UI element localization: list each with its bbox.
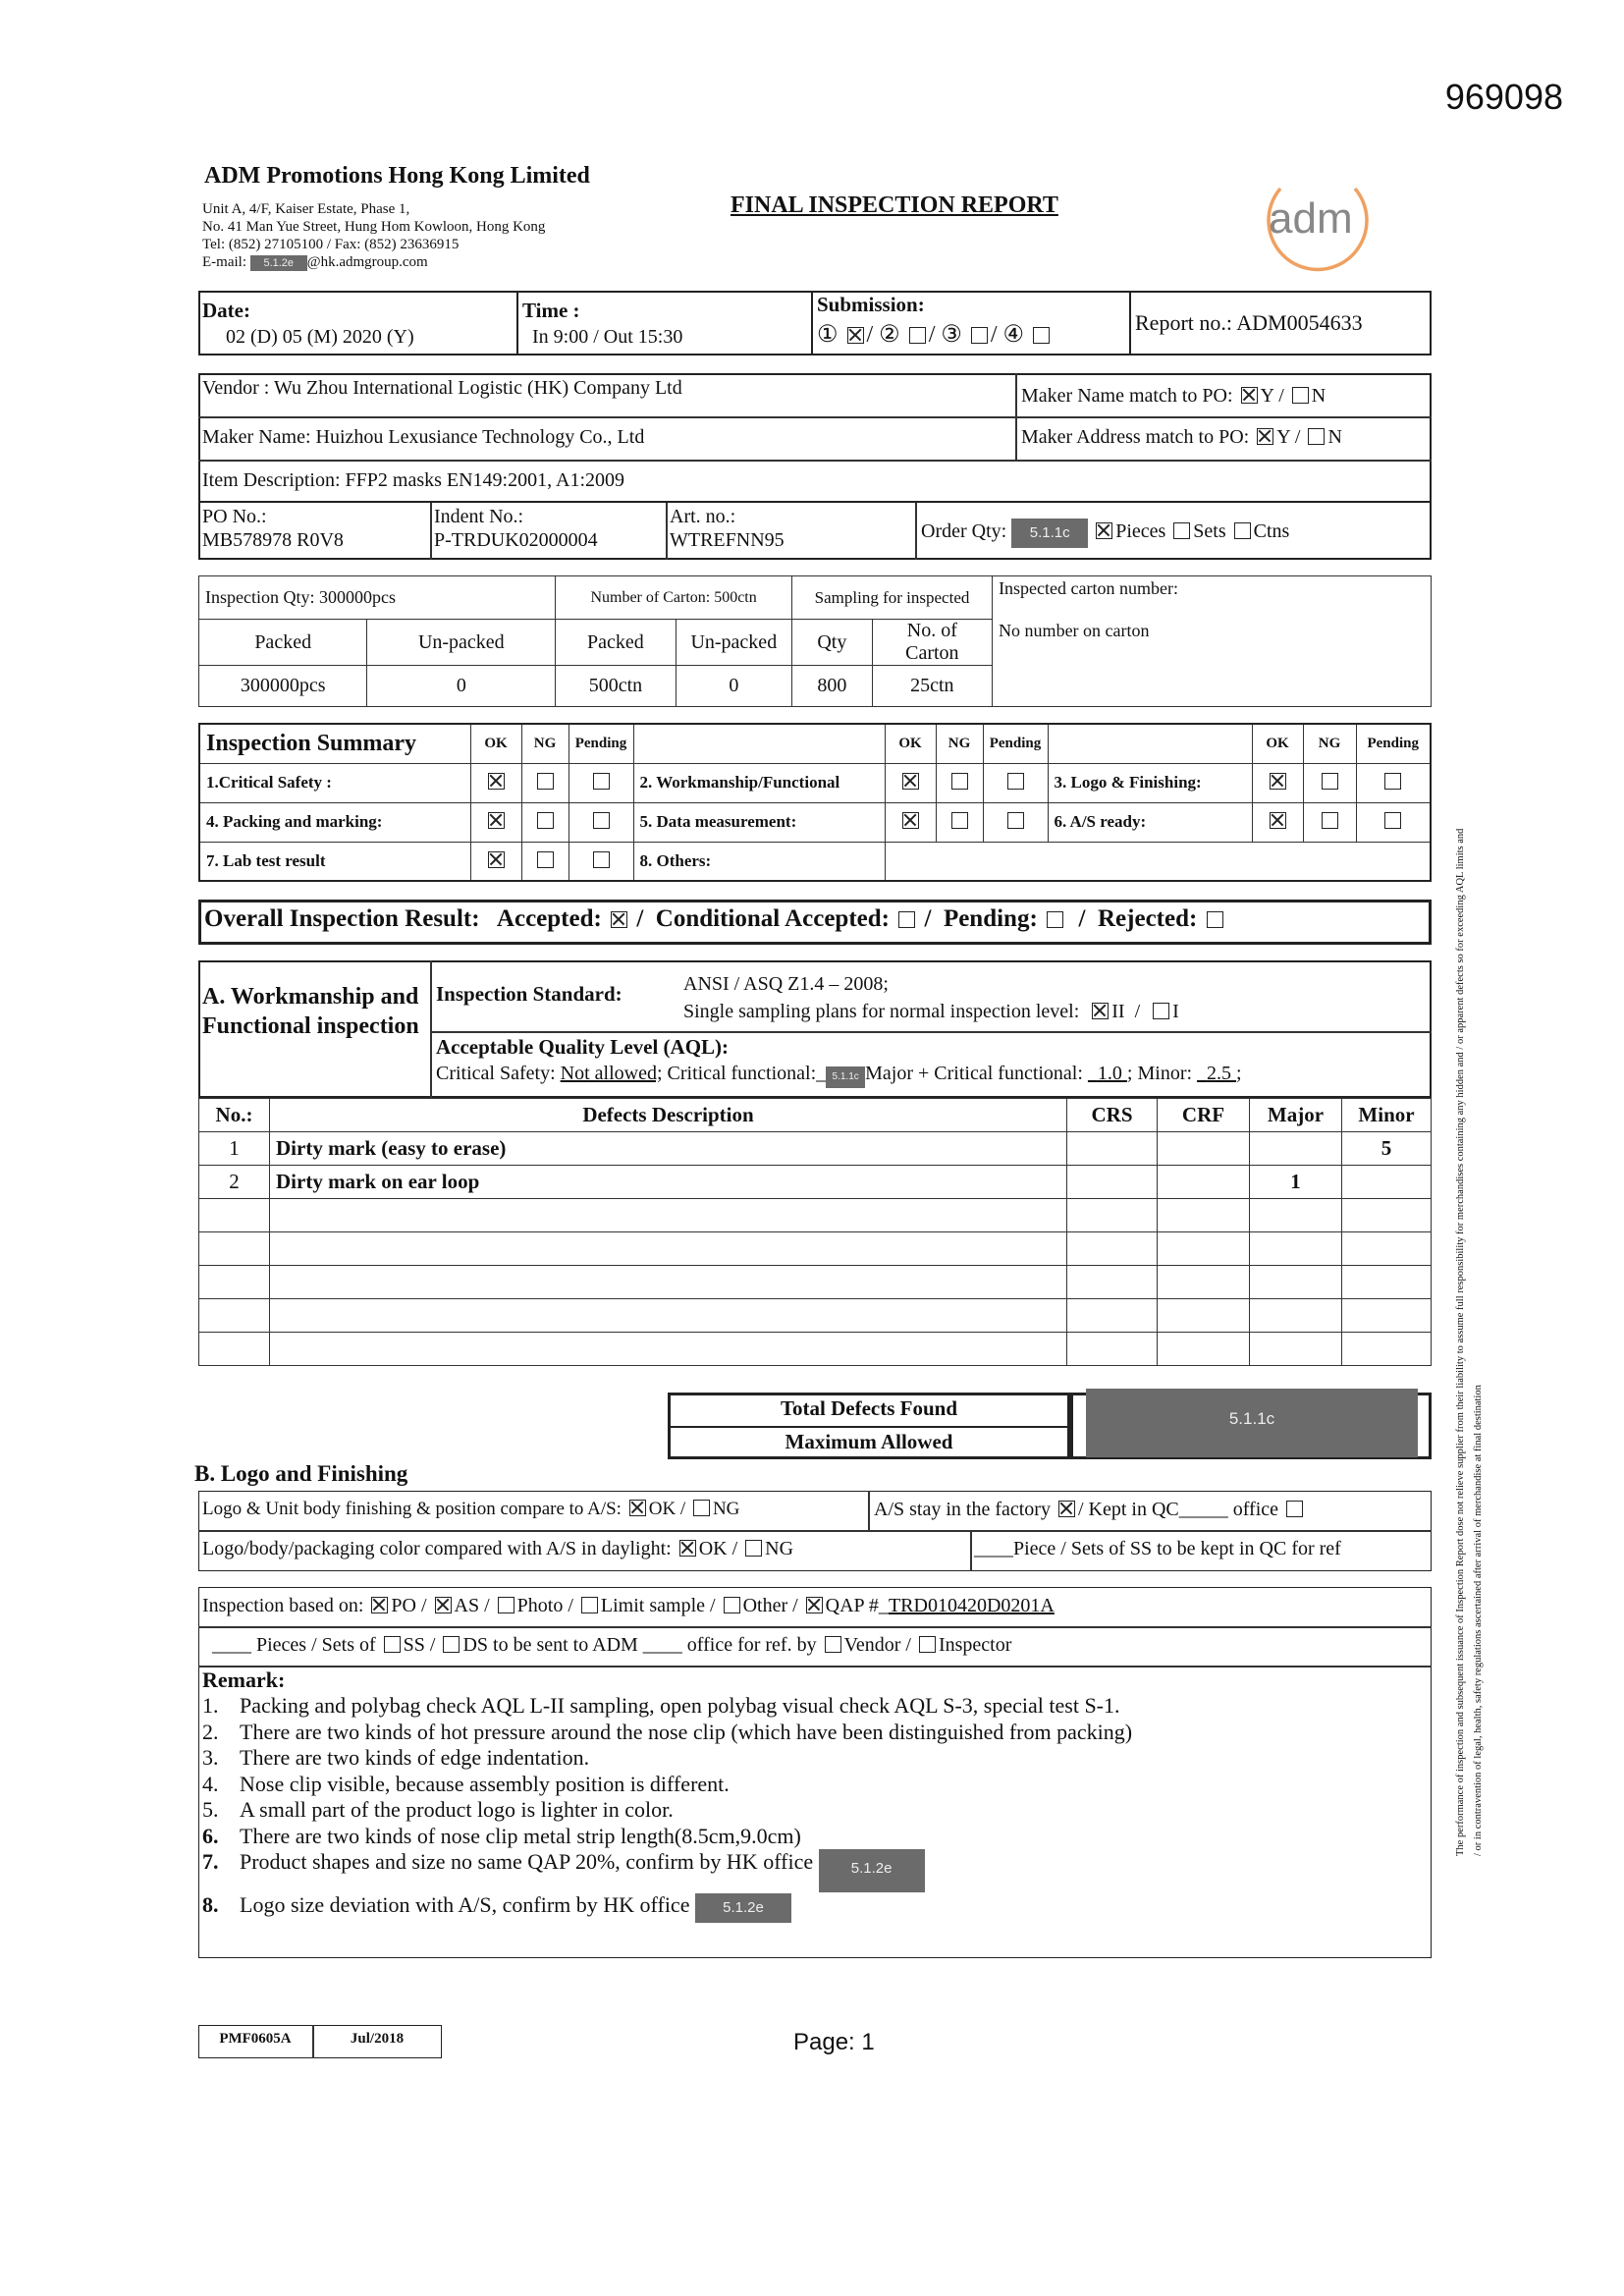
redaction-box: 5.1.1c — [1086, 1389, 1418, 1457]
logo-finishing-title: B. Logo and Finishing — [194, 1461, 408, 1486]
adm-logo: adm — [1259, 161, 1377, 279]
page-number: Page: 1 — [793, 2029, 875, 2055]
overall-result: Overall Inspection Result: Accepted: / Conditional Accepted: / Pending: / Rejected: — [204, 905, 1226, 933]
report-title: FINAL INSPECTION REPORT — [731, 192, 1058, 218]
max-allowed-label: Maximum Allowed — [785, 1430, 953, 1453]
logo-finishing-row2: Logo/body/packaging color compared with A/S in daylight: OK / NG — [202, 1538, 794, 1559]
document-number: 969098 — [1444, 77, 1563, 117]
redaction-box: 5.1.2e — [695, 1893, 791, 1923]
remark-title: Remark: — [202, 1667, 286, 1692]
art-number: Art. no.: WTREFNN95 — [670, 506, 785, 551]
redaction-box: 5.1.2e — [819, 1849, 925, 1892]
order-qty: Order Qty: 5.1.1c Pieces Sets Ctns — [921, 519, 1289, 548]
company-address: Unit A, 4/F, Kaiser Estate, Phase 1, No. 41 Man Yue Street, Hung Hom Kowloon, Hong Kong Tel: (852) 27105100 / Fax: (852) 23636915 E-mail: 5.1.2e @hk.admgroup.com — [202, 201, 546, 270]
redaction-box: 5.1.1c — [1011, 519, 1088, 548]
maker-name: Maker Name: Huizhou Lexusiance Technology Co., Ltd — [202, 426, 645, 448]
inspection-qty-table: Inspection Qty: 300000pcs Number of Carton: 500ctn Sampling for inspected Inspected carton number: No number on carton Packed Un-packed Packed Un-packed Qty No. of Carton 300000pcs 0 500ctn 0 800 25ctn — [198, 575, 1432, 707]
list-item: 1. Packing and polybag check AQL L-II sampling, open polybag visual check AQL S-3, special test S-1. — [202, 1693, 1120, 1718]
list-item: 8. Logo size deviation with A/S, confirm by HK office 5.1.2e — [202, 1892, 1132, 1923]
maker-name-match: Maker Name match to PO: Y / N — [1021, 385, 1326, 407]
vendor: Vendor : Wu Zhou International Logistic (HK) Company Ltd — [202, 377, 682, 399]
redaction-box: 5.1.1c — [826, 1066, 865, 1088]
aql-values: Critical Safety: Not allowed; Critical functional:_ 5.1.1c Major + Critical functional: 1.0 ; Minor: 2.5 ; — [436, 1063, 1242, 1088]
inspection-standard-label: Inspection Standard: — [436, 982, 623, 1006]
aql-label: Acceptable Quality Level (AQL): — [436, 1035, 730, 1059]
total-defects-label: Total Defects Found — [780, 1396, 958, 1420]
submission-label: Submission: — [817, 293, 925, 316]
date-value: 02 (D) 05 (M) 2020 (Y) — [226, 326, 414, 348]
po-number: PO No.: MB578978 R0V8 — [202, 506, 344, 551]
list-item: 5. A small part of the product logo is lighter in color. — [202, 1797, 674, 1822]
inspection-standard: ANSI / ASQ Z1.4 – 2008; Single sampling plans for normal inspection level: II / I — [683, 973, 1179, 1022]
ss-kept-qc: ____Piece / Sets of SS to be kept in QC for ref — [974, 1538, 1341, 1559]
report-number: Report no.: ADM0054633 — [1135, 310, 1363, 335]
list-item: 7. Product shapes and size no same QAP 20%, confirm by HK office 5.1.2e — [202, 1849, 1132, 1892]
as-stay-factory: A/S stay in the factory / Kept in QC_____ office — [874, 1499, 1306, 1521]
inspection-summary-table: Inspection Summary OK NG Pending OK NG Pending OK NG Pending 1.Critical Safety : 2. Workmanship/Functional 3. Logo & Finishing: 4. Packing and marking: 5. Data measurement: 6. A/S ready: 7. Lab test result 8. Others: — [198, 723, 1432, 882]
form-code: PMF0605A — [219, 2031, 292, 2047]
table-row: 2 Dirty mark on ear loop 1 — [199, 1166, 1432, 1199]
inspection-based-on: Inspection based on: PO / AS / Photo / Limit sample / Other / QAP #_TRD010420D0201A — [202, 1595, 1055, 1616]
time-value: In 9:00 / Out 15:30 — [532, 326, 683, 348]
remark-list — [202, 1693, 1132, 1923]
samples-to-send: ____ Pieces / Sets of SS / DS to be sent to ADM ____ office for ref. by Vendor / Inspector — [212, 1634, 1012, 1656]
table-row: 1 Dirty mark (easy to erase) 5 — [199, 1132, 1432, 1166]
side-disclaimer: The performance of inspection and subsequent issuance of Inspection Report dose not relieve supplier from their liability to assume full responsibility for merchandises containing any hidden and / or apparent defects so for exceeding AQL limits and / or in contravention of legal, health, safety regulations ascertained after arrival of merchandise at final destination — [1455, 828, 1484, 1856]
workmanship-title: A. Workmanship and Functional inspection — [202, 984, 419, 1039]
company-name: ADM Promotions Hong Kong Limited — [204, 163, 590, 189]
redaction-box: 5.1.2e — [250, 255, 307, 271]
list-item: 4. Nose clip visible, because assembly position is different. — [202, 1771, 730, 1796]
logo-finishing-row1: Logo & Unit body finishing & position compare to A/S: OK / NG — [202, 1499, 740, 1519]
maker-address-match: Maker Address match to PO: Y / N — [1021, 426, 1342, 448]
date-label: Date: — [202, 299, 250, 322]
list-item: 3. There are two kinds of edge indentation. — [202, 1745, 590, 1770]
defects-table: No.: Defects Description CRS CRF Major Minor 1 Dirty mark (easy to erase) 5 2 Dirty mark on ear loop 1 — [198, 1098, 1432, 1366]
indent-number: Indent No.: P-TRDUK02000004 — [434, 506, 598, 551]
item-description: Item Description: FFP2 masks EN149:2001, A1:2009 — [202, 469, 624, 491]
submission-options: ① / ② / ③ / ④ — [817, 320, 1053, 349]
list-item: 6. There are two kinds of nose clip metal strip length(8.5cm,9.0cm) — [202, 1823, 801, 1848]
time-label: Time : — [522, 299, 580, 322]
form-date: Jul/2018 — [350, 2031, 405, 2047]
list-item: 2. There are two kinds of hot pressure around the nose clip (which have been distinguished from packing) — [202, 1719, 1133, 1744]
